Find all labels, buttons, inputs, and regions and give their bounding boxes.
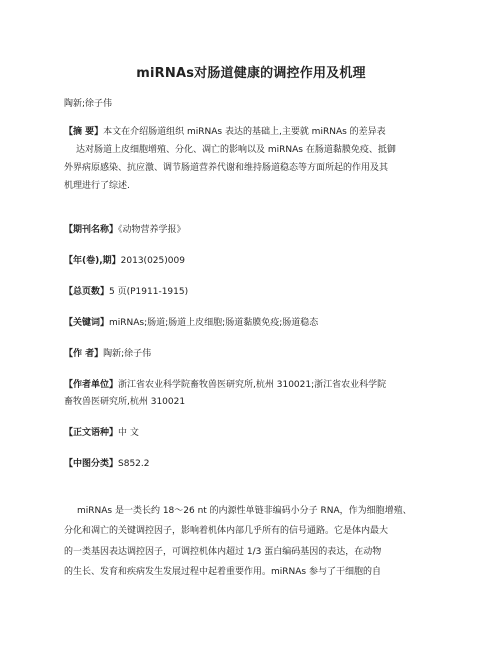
classification-label: 【中图分类】 xyxy=(64,459,119,469)
year-issue-value: 2013(025)009 xyxy=(120,256,185,266)
affiliation-line-2: 畜牧兽医研究所,杭州 310021 xyxy=(64,397,186,407)
journal-value: 《动物营养学报》 xyxy=(118,225,186,235)
pages-field xyxy=(64,286,188,298)
abstract-text: 本文在介绍肠道组织 miRNAs 表达的基础上,主要就 miRNAs 的差异表 xyxy=(103,127,386,137)
affiliation-line-1: 浙江省农业科学院畜牧兽医研究所,杭州 310021;浙江省农业科学院 xyxy=(118,380,387,390)
body-line-3: 的一类基因表达调控因子，可调控机体内超过 1/3 蛋白编码基因的表达，在动物 xyxy=(64,547,382,557)
author-field xyxy=(64,348,151,360)
classification-value: S852.2 xyxy=(118,459,150,469)
keywords-field xyxy=(64,317,318,329)
author-label: 【作 者】 xyxy=(64,349,104,359)
affiliation-field xyxy=(64,379,386,391)
abstract-line-1 xyxy=(64,126,386,138)
abstract-label: 【摘 要】 xyxy=(64,127,104,137)
keywords-label: 【关键词】 xyxy=(64,318,110,328)
body-line-2: 分化和凋亡的关键调控因子，影响着机体内部几乎所有的信号通路。它是体内最大 xyxy=(64,526,389,536)
journal-label: 【期刊名称】 xyxy=(64,225,119,235)
abstract-line-4: 机理进行了综述. xyxy=(64,181,130,191)
year-issue-label: 【年(卷),期】 xyxy=(64,256,121,266)
body-line-1: miRNAs 是一类长约 18～26 nt 的内源性单链非编码小分子 RNA，作为细胞增殖、 xyxy=(77,506,412,516)
document-title: miRNAs对肠道健康的调控作用及机理 xyxy=(136,66,366,81)
language-field xyxy=(64,427,139,439)
pages-value: 5 页(P1911-1915) xyxy=(109,287,189,297)
journal-field xyxy=(64,224,186,236)
abstract-line-3: 外界病原感染、抗应激、调节肠道营养代谢和维持肠道稳态等方面所起的作用及其 xyxy=(64,163,389,173)
language-value: 中 文 xyxy=(118,428,139,438)
body-line-4: 的生长、发育和疾病发生发展过程中起着重要作用。miRNAs 参与了干细胞的自 xyxy=(64,567,381,577)
year-issue-field xyxy=(64,255,185,267)
keywords-value: miRNAs;肠道;肠道上皮细胞;肠道黏膜免疫;肠道稳态 xyxy=(109,318,319,328)
affiliation-label: 【作者单位】 xyxy=(64,380,119,390)
author-list: 陶新;徐子伟 xyxy=(64,99,113,109)
language-label: 【正文语种】 xyxy=(64,428,119,438)
author-value: 陶新;徐子伟 xyxy=(103,349,152,359)
classification-field xyxy=(64,458,150,470)
abstract-line-2: 达对肠道上皮细胞增殖、分化、凋亡的影响以及 miRNAs 在肠道黏膜免疫、抵御 xyxy=(76,145,396,155)
pages-label: 【总页数】 xyxy=(64,287,110,297)
